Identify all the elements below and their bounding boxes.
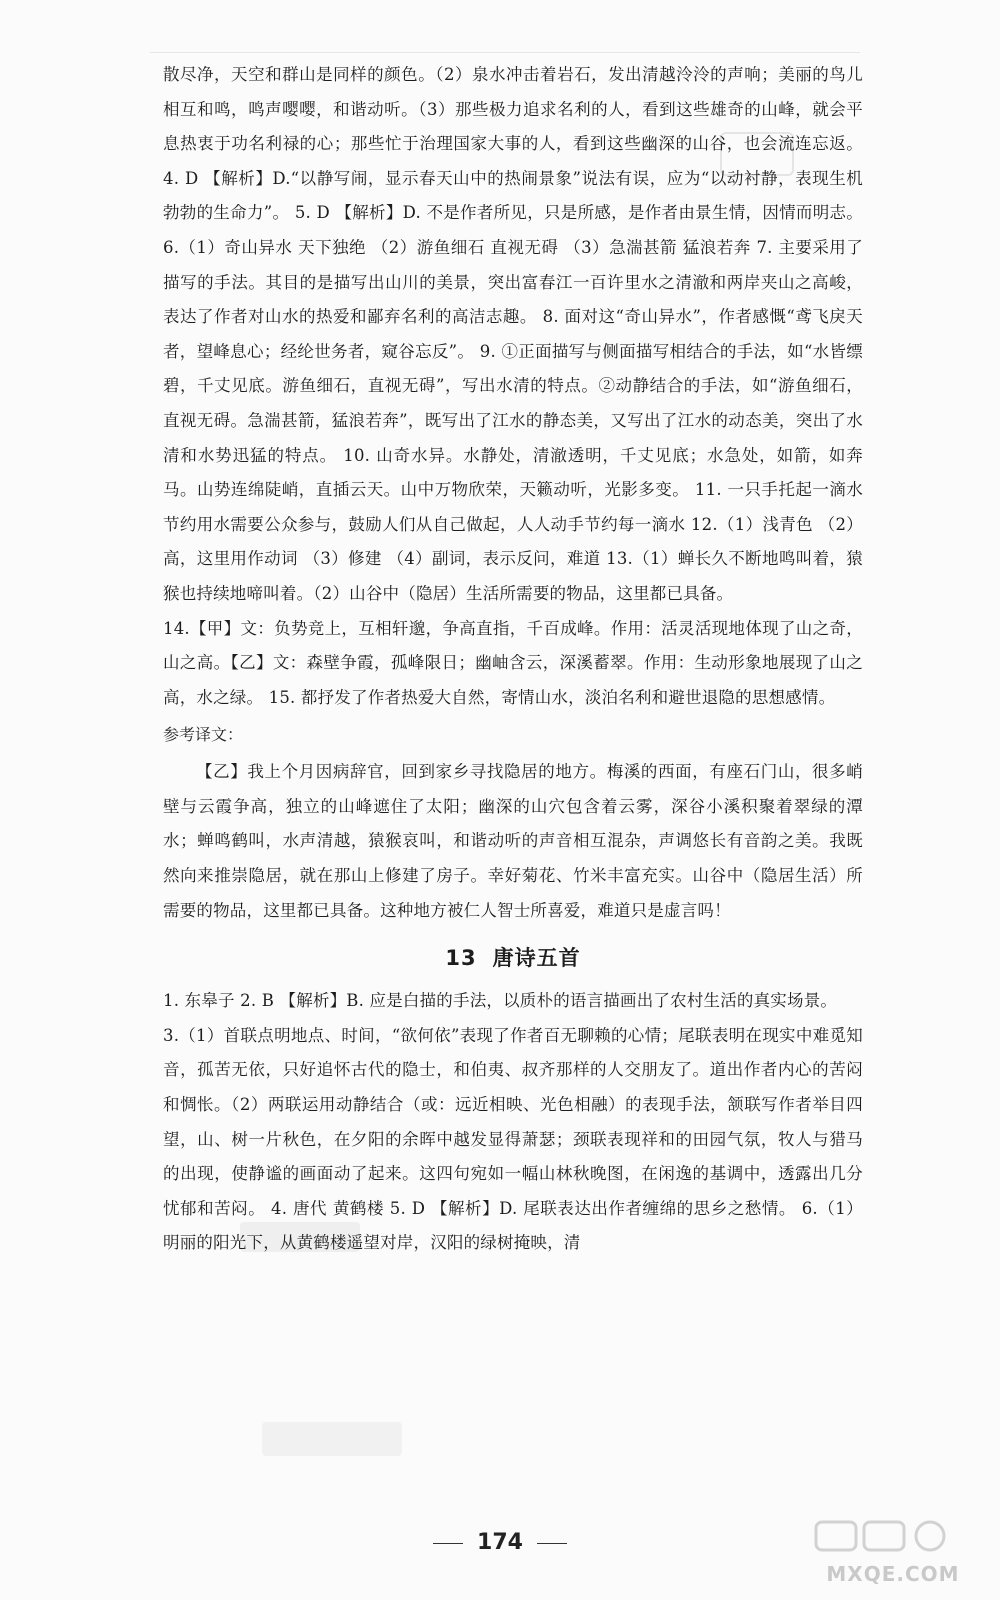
section-heading (163, 928, 863, 984)
answer-paragraph: 散尽净，天空和群山是同样的颜色。（2）泉水冲击着岩石，发出清越泠泠的声响；美丽的鸟儿相互和鸣，鸣声嘤嘤，和谐动听。（3）那些极力追求名利的人，看到这些雄奇的山峰，就会平息热衷于功名利禄的心；那些忙于治理国家大事的人，看到这些幽深的山谷，也会流连忘返。 4. D 【解析】D.“以静写闹，显示春天山中的热闹景象”说法有误，应为“以动衬静，表现生机勃勃的生命力”。 5. D 【解析】D. 不是作者所见，只是所感，是作者由景生情，因情而明志。 6.（1）奇山异水 天下独绝 （2）游鱼细石 直视无碍 （3）急湍甚箭 猛浪若奔 7. 主要采用了描写的手法。其目的是描写出山川的美景，突出富春江一百许里水之清澈和两岸夹山之高峻，表达了作者对山水的热爱和鄙弃名利的高洁志趣。 8. 面对这“奇山异水”，作者感慨“鸢飞戾天者，望峰息心；经纶世务者，窥谷忘反”。 9. ①正面描写与侧面描写相结合的手法，如“水皆缥碧，千丈见底。游鱼细石，直视无碍”，写出水清的特点。②动静结合的手法，如“游鱼细石，直视无碍。急湍甚箭，猛浪若奔”，既写出了江水的静态美，又写出了江水的动态美，突出了水清和水势迅猛的特点。 10. 山奇水异。水静处，清澈透明，千丈见底；水急处，如箭，如奔马。山势连绵陡峭，直插云天。山中万物欣荣，天籁动听，光影多变。 11. 一只手托起一滴水 节约用水需要公众参与，鼓励人们从自己做起，人人动手节约每一滴水 12.（1）浅青色 （2）高，这里用作动词 （3）修建 （4）副词，表示反问，难道 13.（1）蝉长久不断地鸣叫着，猿猴也持续地啼叫着。（2）山谷中（隐居）生活所需要的物品，这里都已具备。 (163, 65, 863, 603)
page-number-text: 174 (477, 1530, 523, 1555)
page-content (163, 58, 863, 1261)
site-watermark (808, 1516, 978, 1586)
section-title-text: 唐诗五首 (492, 946, 581, 971)
answer-paragraph: 3.（1）首联点明地点、时间，“欲何依”表现了作者百无聊赖的心情；尾联表明在现实中难觅知音，孤苦无依，只好追怀古代的隐士，和伯夷、叔齐那样的人交朋友了。道出作者内心的苦闷和惆怅。（2）两联运用动静结合（或：远近相映、光色相融）的表现手法，颔联写作者举目四望，山、树一片秋色，在夕阳的余晖中越发显得萧瑟；颈联表现祥和的田园气氛，牧人与猎马的出现，使静谧的画面动了起来。这四句宛如一幅山林秋晚图，在闲逸的基调中，透露出几分忧郁和苦闷。 4. 唐代 黄鹤楼 5. D 【解析】D. 尾联表达出作者缠绵的思乡之愁情。 6.（1）明丽的阳光下，从黄鹤楼遥望对岸，汉阳的绿树掩映，清 (163, 1025, 863, 1253)
section-number: 13 (445, 946, 477, 971)
answer-paragraph: 14.【甲】文：负势竞上，互相轩邈，争高直指，千百成峰。作用：活灵活现地体现了山之奇，山之高。【乙】文：森壁争霞，孤峰限日；幽岫含云，深溪蓄翠。作用：生动形象地展现了山之高，水之绿。 15. 都抒发了作者热爱大自然，寄情山水，淡泊名利和避世退隐的思想感情。 (163, 618, 863, 707)
page-number-dash (537, 1543, 567, 1544)
answer-paragraph: 1. 东皋子 2. B 【解析】B. 应是白描的手法，以质朴的语言描画出了农村生活的真实场景。 (163, 991, 838, 1011)
reference-translation-label: 参考译文： (163, 725, 244, 745)
page-number-dash (433, 1543, 463, 1544)
watermark-text: MXQE.COM (826, 1562, 960, 1586)
faint-watermark-smudge (262, 1422, 402, 1456)
top-rule (150, 52, 860, 53)
translation-paragraph: 【乙】我上个月因病辞官，回到家乡寻找隐居的地方。梅溪的西面，有座石门山，很多峭壁与云霞争高，独立的山峰遮住了太阳；幽深的山穴包含着云雾，深谷小溪积聚着翠绿的潭水；蝉鸣鹤叫，水声清越，猿猴哀叫，和谐动听的声音相互混杂，声调悠长有音韵之美。我既然向来推崇隐居，就在那山上修建了房子。幸好菊花、竹米丰富充实。山谷中（隐居生活）所需要的物品，这里都已具备。这种地方被仁人智士所喜爱，难道只是虚言吗！ (163, 762, 863, 920)
